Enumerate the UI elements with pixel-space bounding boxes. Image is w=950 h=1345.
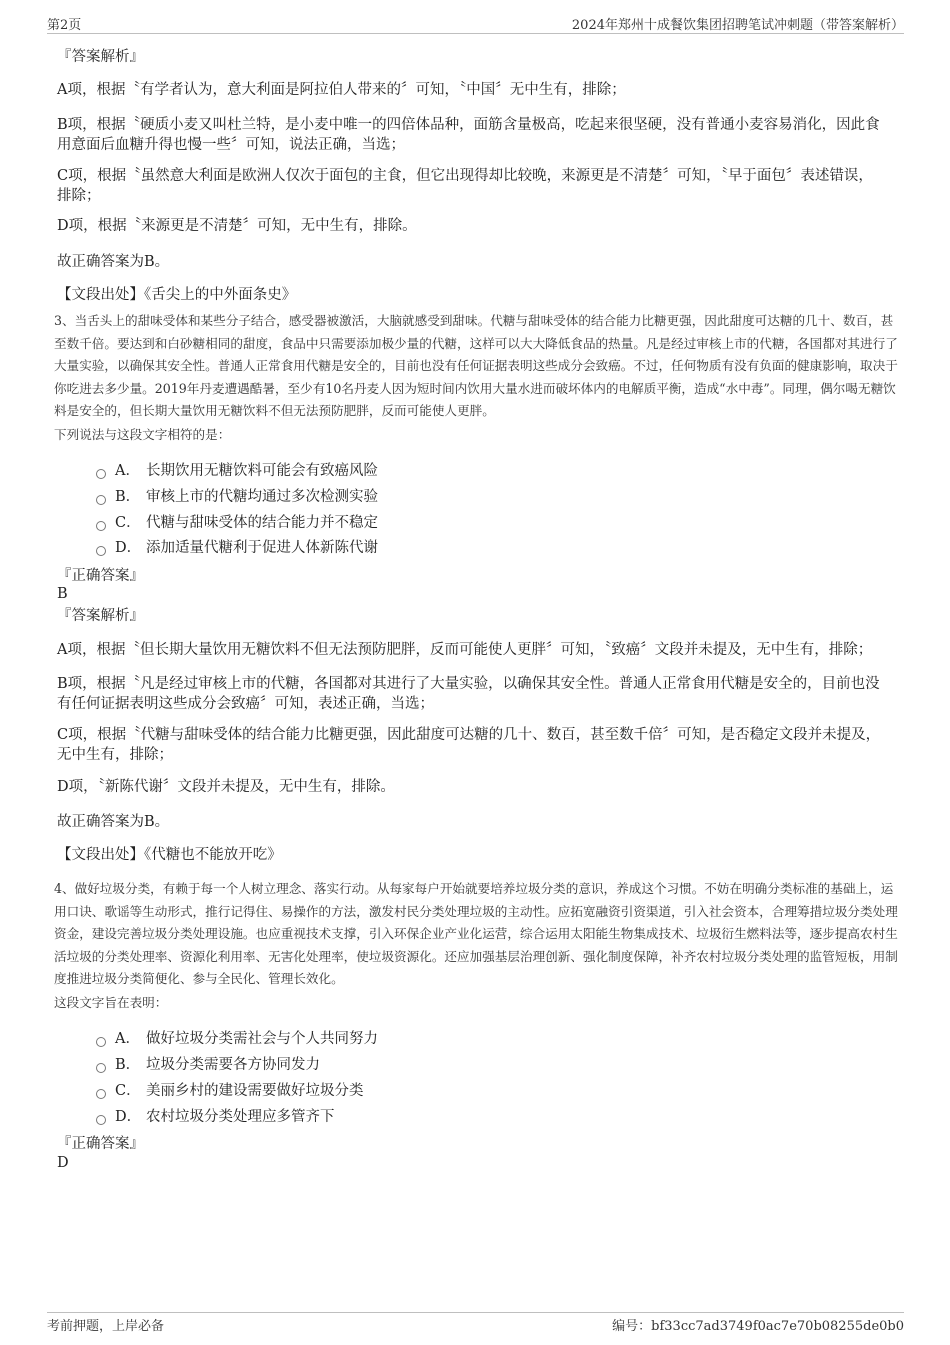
conclusion: 故正确答案为B。 (57, 254, 170, 270)
answer-value: B (57, 586, 68, 602)
option-text: 代糖与甜味受体的结合能力并不稳定 (146, 515, 378, 531)
page-number: 第2页 (47, 18, 82, 33)
radio-icon[interactable] (96, 1089, 106, 1099)
conclusion: 故正确答案为B。 (57, 814, 170, 830)
radio-icon[interactable] (96, 521, 106, 531)
page-footer (47, 1312, 904, 1332)
analysis-paragraph: A项，根据〝但长期大量饮用无糖饮料不但无法预防肥胖，反而可能使人更胖〞可知，〝致癌〞文段并未提及，无中生有，排除； (57, 642, 873, 658)
option-letter: D． (115, 1109, 142, 1125)
answer-label: 『正确答案』 (57, 568, 144, 584)
radio-icon[interactable] (96, 495, 106, 505)
question-prompt: 下列说法与这段文字相符的是： (54, 427, 231, 442)
analysis-paragraph: D项，〝新陈代谢〞文段并未提及，无中生有，排除。 (57, 779, 395, 795)
radio-icon[interactable] (96, 546, 106, 556)
option-letter: B． (115, 1057, 141, 1073)
answer-label: 『正确答案』 (57, 1136, 144, 1152)
analysis-label: 『答案解析』 (57, 49, 144, 65)
option-text: 长期饮用无糖饮料可能会有致癌风险 (146, 463, 378, 479)
radio-icon[interactable] (96, 1115, 106, 1125)
option-c[interactable] (96, 513, 378, 533)
analysis-paragraph: A项，根据〝有学者认为，意大利面是阿拉伯人带来的〞可知，〝中国〞无中生有，排除； (57, 82, 626, 98)
page-header (47, 14, 904, 34)
analysis-label: 『答案解析』 (57, 608, 144, 624)
option-letter: A． (115, 463, 140, 479)
option-letter: C． (115, 1083, 141, 1099)
option-letter: C． (115, 515, 141, 531)
option-letter: A． (115, 1031, 140, 1047)
option-text: 做好垃圾分类需社会与个人共同努力 (146, 1031, 378, 1047)
analysis-paragraph: D项，根据〝来源更是不清楚〞可知，无中生有，排除。 (57, 218, 417, 234)
option-d[interactable] (96, 1107, 335, 1127)
option-a[interactable] (96, 1029, 378, 1049)
option-c[interactable] (96, 1081, 364, 1101)
analysis-paragraph: B项，根据〝凡是经过审核上市的代糖，各国都对其进行了大量实验，以确保其安全性。普通人正常食用代糖是安全的，目前也没有任何证据表明这些成分会致癌〞可知，表述正确，当选； (57, 676, 880, 712)
question-passage: 3、当舌头上的甜味受体和某些分子结合，感受器被激活，大脑就感受到甜味。代糖与甜味受体的结合能力比糖更强，因此甜度可达糖的几十、数百，甚至数千倍。要达到和白砂糖相同的甜度，食品中只需要添加极少量的代糖，这样可以大大降低食品的热量。凡是经过审核上市的代糖，各国都对其进行了大量实验，以确保其安全性。普通人正常食用代糖是安全的，目前也没有任何证据表明这些成分会致癌。不过，任何物质有没有负面的健康影响，取决于你吃进去多少量。2019年丹麦遭遇酷暑，至少有10名丹麦人因为短时间内饮用大量水进而破坏体内的电解质平衡，造成“水中毒”。同理，偶尔喝无糖饮料是安全的，但长期大量饮用无糖饮料不但无法预防肥胖，反而可能使人更胖。 (54, 313, 898, 418)
question-passage: 4、做好垃圾分类，有赖于每一个人树立理念、落实行动。从每家每户开始就要培养垃圾分类的意识，养成这个习惯。不妨在明确分类标准的基础上，运用口诀、歌谣等生动形式，推行记得住、易操作的方法，激发村民分类处理垃圾的主动性。应拓宽融资引资渠道，引入社会资本，合理筹措垃圾分类处理资金，建设完善垃圾分类处理设施。也应重视技术支撑，引入环保企业产业化运营，综合运用太阳能生物集成技术、垃圾衍生燃料法等，逐步提高农村生活垃圾的分类处理率、资源化利用率、无害化处理率，使垃圾资源化。还应加强基层治理创新、强化制度保障，补齐农村垃圾分类处理的监管短板，用制度推进垃圾分类简便化、参与全民化、管理长效化。 (54, 881, 898, 986)
option-text: 审核上市的代糖均通过多次检测实验 (146, 489, 378, 505)
option-a[interactable] (96, 461, 378, 481)
option-letter: D． (115, 540, 142, 556)
option-d[interactable] (96, 538, 378, 558)
radio-icon[interactable] (96, 1037, 106, 1047)
option-text: 垃圾分类需要各方协同发力 (146, 1057, 320, 1073)
option-text: 美丽乡村的建设需要做好垃圾分类 (146, 1083, 364, 1099)
document-title: 2024年郑州十成餐饮集团招聘笔试冲刺题（带答案解析） (571, 18, 904, 33)
option-text: 添加适量代糖利于促进人体新陈代谢 (146, 540, 378, 556)
source-citation: 【文段出处】《代糖也不能放开吃》 (57, 847, 282, 863)
answer-value: D (57, 1155, 69, 1171)
radio-icon[interactable] (96, 1063, 106, 1073)
analysis-paragraph: C项，根据〝代糖与甜味受体的结合能力比糖更强，因此甜度可达糖的几十、数百，甚至数千倍〞可知，是否稳定文段并未提及，无中生有，排除； (57, 727, 881, 763)
source-citation: 【文段出处】《舌尖上的中外面条史》 (57, 287, 297, 303)
option-text: 农村垃圾分类处理应多管齐下 (146, 1109, 335, 1125)
question-prompt: 这段文字旨在表明： (54, 995, 168, 1010)
document-code: 编号：bf33cc7ad3749f0ac7e70b08255de0b0 (612, 1319, 904, 1334)
radio-icon[interactable] (96, 469, 106, 479)
analysis-paragraph: C项，根据〝虽然意大利面是欧洲人仅次于面包的主食，但它出现得却比较晚，来源更是不清楚〞可知，〝早于面包〞表述错误，排除； (57, 168, 873, 204)
footer-slogan: 考前押题，上岸必备 (47, 1319, 165, 1334)
option-b[interactable] (96, 487, 378, 507)
option-letter: B． (115, 489, 141, 505)
option-b[interactable] (96, 1055, 320, 1075)
analysis-paragraph: B项，根据〝硬质小麦又叫杜兰特，是小麦中唯一的四倍体品种，面筋含量极高，吃起来很坚硬，没有普通小麦容易消化，因此食用意面后血糖升得也慢一些〞可知，说法正确，当选； (57, 117, 880, 153)
